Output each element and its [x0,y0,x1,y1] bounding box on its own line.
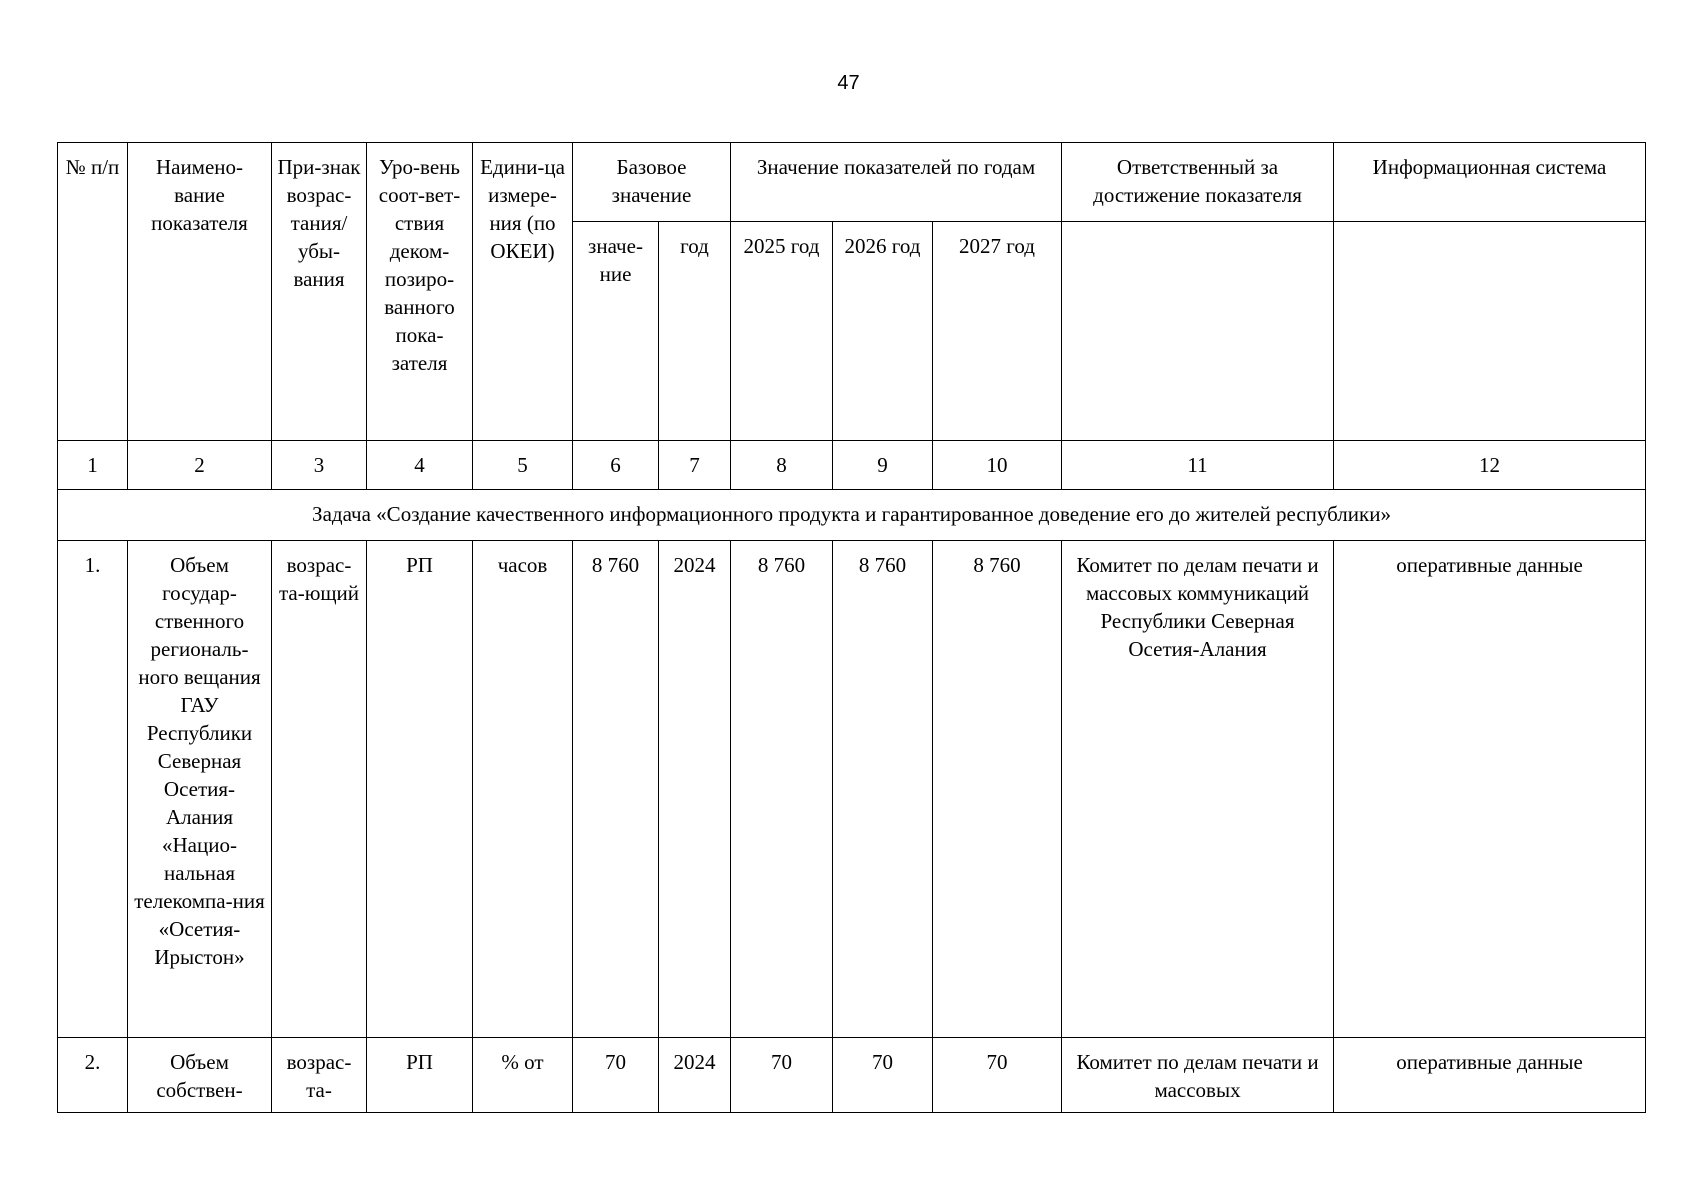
header-indicator-name: Наимено-вание показателя [128,143,272,441]
header-base-value: значе-ние [573,222,659,441]
row-info-system: оперативные данные [1334,541,1646,1038]
row-base-year: 2024 [659,541,731,1038]
column-number: 12 [1334,441,1646,490]
row-unit: часов [473,541,573,1038]
header-responsible-empty [1062,222,1334,441]
row-level: РП [367,541,473,1038]
column-number: 5 [473,441,573,490]
column-number: 10 [933,441,1062,490]
column-number: 8 [731,441,833,490]
row-level: РП [367,1038,473,1113]
row-num: 2. [58,1038,128,1113]
header-row-top [58,143,1646,222]
header-year-2026: 2026 год [833,222,933,441]
task-title: Задача «Создание качественного информационного продукта и гарантированное доведение его до жителей республики» [58,490,1646,541]
row-sign: возрас-та- [272,1038,367,1113]
column-number: 1 [58,441,128,490]
row-indicator-name: Объем государ-ственного региональ-ного вещания ГАУ Республики Северная Осетия-Алания «Нацио-нальная телекомпа-ния «Осетия-Ирыстон» [128,541,272,1038]
header-info-system-empty [1334,222,1646,441]
row-responsible: Комитет по делам печати и массовых коммуникаций Республики Северная Осетия-Алания [1062,541,1334,1038]
column-number: 6 [573,441,659,490]
row-base-value: 8 760 [573,541,659,1038]
column-number: 3 [272,441,367,490]
header-year-2027: 2027 год [933,222,1062,441]
row-num: 1. [58,541,128,1038]
row-value-2025: 8 760 [731,541,833,1038]
header-info-system: Информационная система [1334,143,1646,222]
task-row [58,490,1646,541]
header-years-group: Значение показателей по годам [731,143,1062,222]
header-num: № п/п [58,143,128,441]
table-row [58,1038,1646,1113]
column-number: 7 [659,441,731,490]
column-number: 11 [1062,441,1334,490]
column-numbers-row [58,441,1646,490]
row-base-year: 2024 [659,1038,731,1113]
page-number: 47 [837,72,860,94]
header-base-year: год [659,222,731,441]
table-row [58,541,1646,1038]
row-base-value: 70 [573,1038,659,1113]
row-value-2027: 70 [933,1038,1062,1113]
row-sign: возрас-та-ющий [272,541,367,1038]
row-unit: % от [473,1038,573,1113]
column-number: 4 [367,441,473,490]
header-base-group: Базовое значение [573,143,731,222]
row-value-2025: 70 [731,1038,833,1113]
header-responsible: Ответственный за достижение показателя [1062,143,1334,222]
row-value-2026: 8 760 [833,541,933,1038]
header-year-2025: 2025 год [731,222,833,441]
row-info-system: оперативные данные [1334,1038,1646,1113]
header-sign: При-знак возрас-тания/ убы-вания [272,143,367,441]
header-unit: Едини-ца измере-ния (по ОКЕИ) [473,143,573,441]
row-indicator-name: Объем собствен- [128,1038,272,1113]
header-level: Уро-вень соот-вет-ствия деком-позиро-ванного пока-зателя [367,143,473,441]
column-number: 2 [128,441,272,490]
indicators-table [57,142,1646,1113]
row-value-2027: 8 760 [933,541,1062,1038]
column-number: 9 [833,441,933,490]
row-value-2026: 70 [833,1038,933,1113]
row-responsible: Комитет по делам печати и массовых [1062,1038,1334,1113]
